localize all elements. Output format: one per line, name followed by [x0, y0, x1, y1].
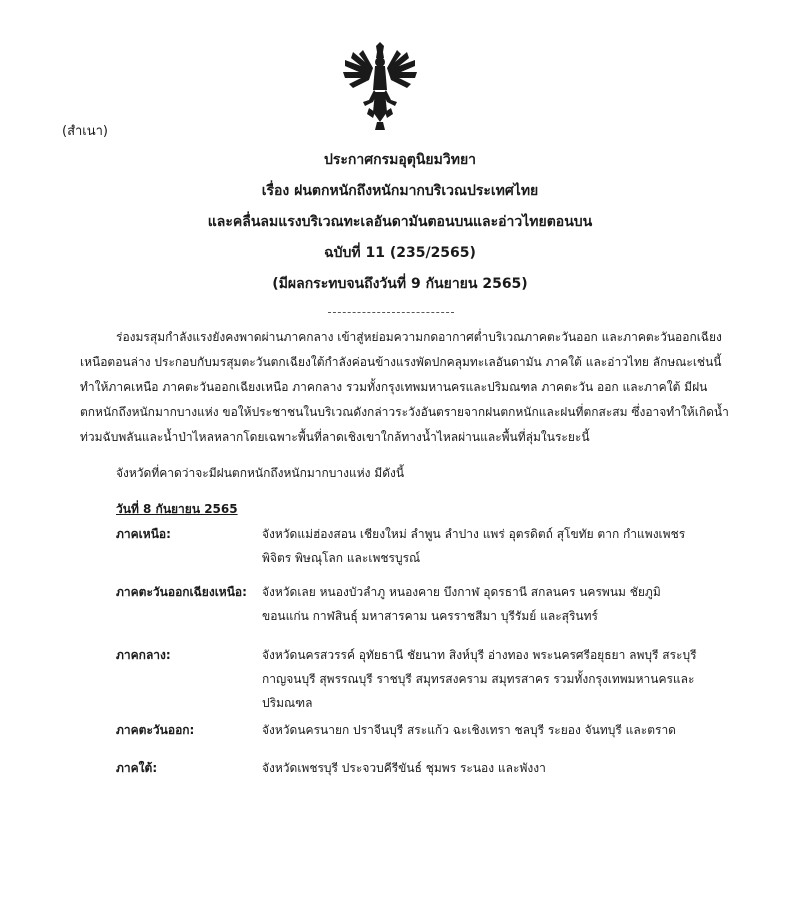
announcement-issuer: ประกาศกรมอุตุนิยมวิทยา	[323, 152, 477, 168]
region-provinces: จังหวัดเลย หนองบัวลำภู หนองคาย บึงกาฬ อุดรธานี สกลนคร นครพนม ชัยภูมิ ขอนแก่น กาฬสินธุ์ มหาสารคาม นครราชสีมา บุรีรัมย์ และสุรินทร์	[262, 585, 661, 623]
announcement-subject: เรื่อง ฝนตกหนักถึงหนักมากบริเวณประเทศไทย	[261, 183, 539, 199]
region-name: ภาคตะวันออกเฉียงเหนือ:	[116, 585, 247, 599]
forecast-intro: จังหวัดที่คาดว่าจะมีฝนตกหนักถึงหนักมากบางแห่ง มีดังนี้	[116, 466, 405, 480]
announcement-subject-cont: และคลื่นลมแรงบริเวณทะเลอันดามันตอนบนและอ่าวไทยตอนบน	[207, 214, 593, 230]
region-provinces: จังหวัดแม่ฮ่องสอน เชียงใหม่ ลำพูน ลำปาง แพร่ อุตรดิตถ์ สุโขทัย ตาก กำแพงเพชร พิจิตร พิษณุโลก และเพชรบูรณ์	[262, 527, 686, 565]
region-provinces: จังหวัดเพชรบุรี ประจวบคีรีขันธ์ ชุมพร ระนอง และพังงา	[262, 761, 546, 775]
forecast-date-heading: วันที่ 8 กันยายน 2565	[116, 502, 238, 516]
region-name: ภาคใต้:	[116, 761, 158, 775]
region-name: ภาคตะวันออก:	[116, 723, 195, 737]
region-provinces: จังหวัดนครสวรรค์ อุทัยธานี ชัยนาท สิงห์บุรี อ่างทอง พระนครศรีอยุธยา ลพบุรี สระบุรี กาญจนบุรี สุพรรณบุรี ราชบุรี สมุทรสงคราม สมุทรสาคร รวมทั้งกรุงเทพมหานครและปริมณฑล	[262, 648, 697, 710]
announcement-effective-date: (มีผลกระทบจนถึงวันที่ 9 กันยายน 2565)	[272, 276, 528, 292]
title-divider	[328, 312, 454, 313]
region-name: ภาคกลาง:	[116, 648, 171, 662]
announcement-issue-number: ฉบับที่ 11 (235/2565)	[324, 245, 476, 261]
copy-label: (สำเนา)	[62, 124, 109, 139]
region-name: ภาคเหนือ:	[116, 527, 171, 541]
announcement-body: ร่องมรสุมกำลังแรงยังคงพาดผ่านภาคกลาง เข้าสู่หย่อมความกดอากาศต่ำบริเวณภาคตะวันออก และภาคตะวันออกเฉียงเหนือตอนล่าง ประกอบกับมรสุมตะวันตกเฉียงใต้กำลังค่อนข้างแรงพัดปกคลุมทะเลอันดามัน ภาคใต้ และอ่าวไทย ลักษณะเช่นนี้ทำให้ภาคเหนือ ภาคตะวันออกเฉียงเหนือ ภาคกลาง รวมทั้งกรุงเทพมหานครและปริมณฑล ภาคตะวัน ออก และภาคใต้ มีฝนตกหนักถึงหนักมากบางแห่ง ขอให้ประชาชนในบริเวณดังกล่าวระวังอันตรายจากฝนตกหนักและฝนที่ตกสะสม ซึ่งอาจทำให้เกิดน้ำท่วมฉับพลันและน้ำป่าไหลหลากโดยเฉพาะพื้นที่ลาดเชิงเขาใกล้ทางน้ำไหลผ่านและพื้นที่ลุ่มในระยะนี้	[80, 330, 729, 444]
region-provinces: จังหวัดนครนายก ปราจีนบุรี สระแก้ว ฉะเชิงเทรา ชลบุรี ระยอง จันทบุรี และตราด	[262, 723, 676, 737]
garuda-emblem-icon	[339, 42, 421, 132]
